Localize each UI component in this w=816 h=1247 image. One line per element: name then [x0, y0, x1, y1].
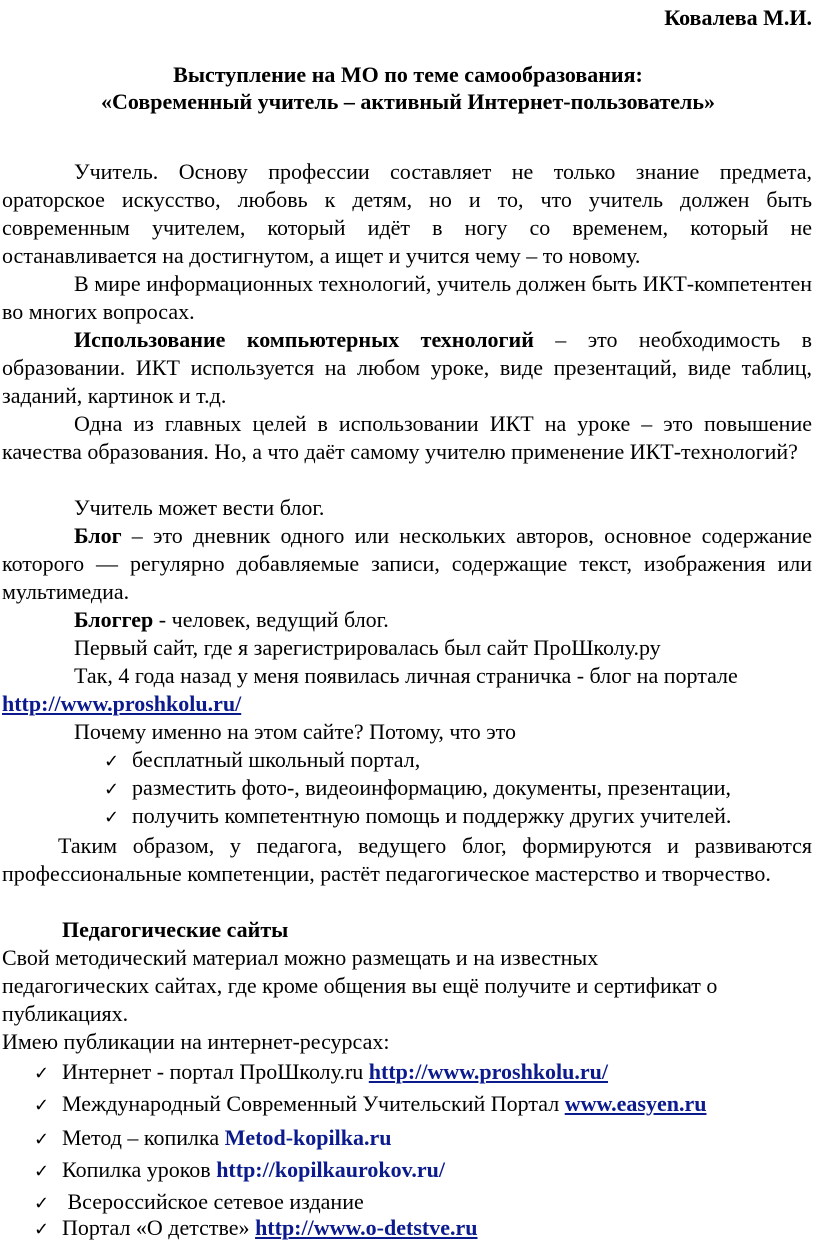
paragraph-method-line: публикациях.: [2, 1001, 129, 1026]
checkmark-icon: ✓: [104, 779, 120, 800]
easyen-link[interactable]: www.easyen.ru: [564, 1091, 707, 1116]
bold-term: Блоггер: [74, 607, 154, 632]
reason-item: ✓ получить компетентную помощь и поддержку других учителей.: [104, 802, 731, 832]
title-line-1: Выступление на МО по теме самообразования:: [173, 62, 643, 87]
checkmark-icon: ✓: [34, 1161, 50, 1182]
paragraph-method-line: Свой методический материал можно размещать и на известных: [2, 945, 599, 970]
paragraph-conclusion: Таким образом, у педагога, ведущего блог, формируются и развиваются профессиональные компетенции, растёт педагогическое мастерство и творчество.: [2, 833, 812, 886]
checkmark-icon: ✓: [104, 807, 120, 828]
paragraph-ict: В мире информационных технологий, учитель должен быть ИКТ-компетентен во многих вопросах.: [2, 271, 812, 324]
title-line-2: «Современный учитель – активный Интернет-пользователь»: [101, 89, 715, 114]
proshkolu-link[interactable]: http://www.proshkolu.ru/: [2, 691, 242, 716]
resource-item: ✓ Портал «О детстве» http://www.o-detstve.ru: [34, 1214, 478, 1244]
paragraph-first-site: Первый сайт, где я зарегистрировалась был сайт ПроШколу.ру: [74, 635, 661, 660]
author-name: Ковалева М.И.: [664, 5, 812, 30]
checkmark-icon: ✓: [34, 1129, 50, 1150]
paragraph-blog-portal: Так, 4 года назад у меня появилась личная страничка - блог на портале http://www.proshkolu.ru/: [2, 663, 738, 716]
checkmark-icon: ✓: [104, 751, 120, 772]
o-detstve-link[interactable]: http://www.o-detstve.ru: [255, 1215, 478, 1240]
section-heading: Педагогические сайты: [62, 917, 289, 942]
bold-term: Использование компьютерных технологий: [74, 327, 534, 352]
paragraph-computer-tech: Использование компьютерных технологий – это необходимость в образовании. ИКТ используется на любом уроке, виде презентаций, виде таблиц, заданий, картинок и т.д.: [2, 327, 812, 408]
resource-item: ✓ Международный Современный Учительский Портал www.easyen.ru: [34, 1090, 706, 1120]
kopilkaurokov-link[interactable]: http://kopilkaurokov.ru/: [216, 1157, 446, 1182]
bold-term: Блог: [74, 523, 122, 548]
checkmark-icon: ✓: [34, 1219, 50, 1240]
paragraph-blog-definition: Блог – это дневник одного или нескольких авторов, основное содержание которого — регулярно добавляемые записи, содержащие текст, изображения или мультимедиа.: [2, 523, 812, 604]
paragraph-goals: Одна из главных целей в использовании ИКТ на уроке – это повышение качества образования. Но, а что даёт самому учителю применение ИКТ-технологий?: [2, 411, 812, 464]
reason-item: ✓ бесплатный школьный портал,: [104, 746, 420, 776]
resource-item: ✓ Интернет - портал ПроШколу.ru http://www.proshkolu.ru/: [34, 1058, 608, 1088]
resource-item: ✓ Копилка уроков http://kopilkaurokov.ru/: [34, 1156, 445, 1186]
checkmark-icon: ✓: [34, 1193, 50, 1214]
checkmark-icon: ✓: [34, 1063, 50, 1084]
publications-intro: Имею публикации на интернет-ресурсах:: [2, 1029, 390, 1054]
checkmark-icon: ✓: [34, 1095, 50, 1116]
paragraph-why: Почему именно на этом сайте? Потому, что это: [74, 719, 516, 744]
resource-item: ✓ Всероссийское сетевое издание: [34, 1188, 364, 1218]
paragraph-intro: Учитель. Основу профессии составляет не только знание предмета, ораторское искусство, любовь к детям, но и то, что учитель должен быть современным учителем, который идёт в ногу со временем, который не останавливается на достигнутом, а ищет и учится чему – то новому.: [2, 159, 812, 268]
paragraph-blogger: Блоггер - человек, ведущий блог.: [74, 607, 389, 632]
resource-item: ✓ Метод – копилка Metod-kopilka.ru: [34, 1124, 392, 1154]
reason-item: ✓ разместить фото-, видеоинформацию, документы, презентации,: [104, 774, 731, 804]
metod-kopilka-link[interactable]: Metod-kopilka.ru: [224, 1125, 392, 1150]
proshkolu-link[interactable]: http://www.proshkolu.ru/: [368, 1059, 609, 1084]
paragraph-method-line: педагогических сайтах, где кроме общения вы ещё получите и сертификат о: [2, 973, 718, 998]
paragraph-blog-intro: Учитель может вести блог.: [74, 495, 325, 520]
